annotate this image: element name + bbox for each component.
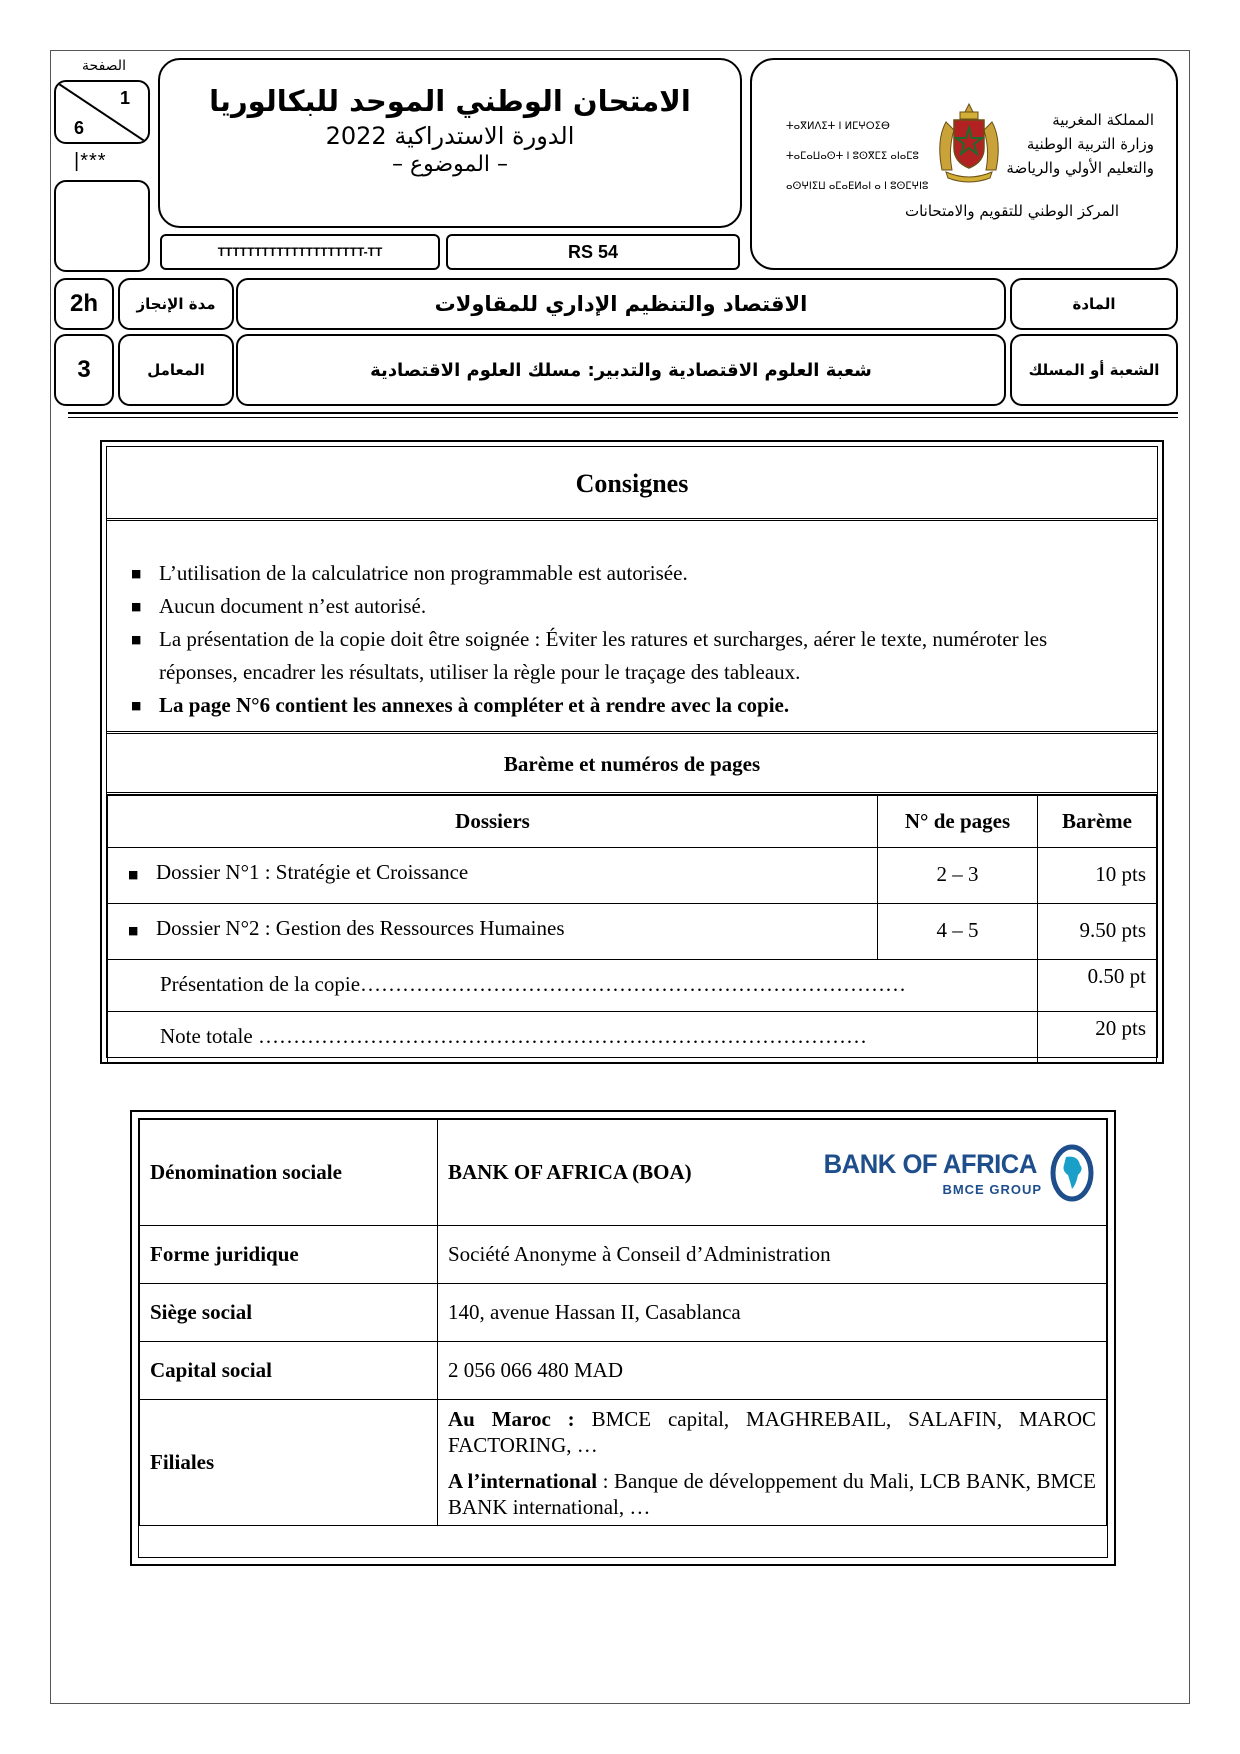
coef-label: المعامل	[147, 361, 205, 379]
evaluation-center: المركز الوطني للتقويم والامتحانات	[904, 202, 1120, 220]
column-header: Dossiers	[108, 796, 878, 848]
header-rule	[68, 417, 1178, 418]
table-row	[140, 1120, 1107, 1226]
coef-box	[54, 334, 114, 406]
diagonal-divider	[56, 82, 150, 144]
presentation-cell: Présentation de la copie……………………………………………………………………	[108, 960, 1038, 1012]
coef-value: 3	[77, 356, 91, 383]
logo-text	[818, 1149, 1042, 1197]
dossier-name: Dossier N°2 : Gestion des Ressources Humaines	[156, 916, 565, 940]
column-header: N° de pages	[878, 796, 1038, 848]
subject-box	[236, 278, 1006, 330]
bareme-title: Barème et numéros de pages	[107, 731, 1157, 795]
duration-label: مدة الإنجاز	[136, 295, 216, 313]
ministry-names	[974, 108, 1154, 180]
kingdom-name: المملكة المغربية	[1052, 111, 1154, 129]
consignes-frame	[100, 440, 1164, 1064]
branch-label: الشعبة أو المسلك	[1028, 361, 1160, 379]
page-total: 6	[74, 118, 85, 138]
company-inner	[138, 1118, 1108, 1558]
empty-box	[54, 180, 150, 272]
pages-cell: 4 – 5	[878, 904, 1038, 960]
company-frame	[130, 1110, 1116, 1566]
filiales-cell	[438, 1400, 1107, 1526]
capital-label: Capital social	[140, 1342, 438, 1400]
table-header-row	[108, 796, 1157, 848]
company-table	[139, 1119, 1107, 1526]
subject-word: – الموضوع –	[391, 152, 509, 177]
table-row	[108, 848, 1157, 904]
pages-cell: 2 – 3	[878, 848, 1038, 904]
dossier-cell	[108, 848, 878, 904]
filiales-label: Filiales	[140, 1400, 438, 1526]
table-row	[108, 904, 1157, 960]
intl-label: A l’international	[448, 1468, 598, 1493]
duration-box	[54, 278, 114, 330]
denomination-label: Dénomination sociale	[140, 1120, 438, 1226]
total-cell: Note totale ……………………………………………………………………………	[108, 1012, 1038, 1064]
presentation-points: 0.50 pt	[1038, 960, 1157, 1012]
africa-logo-icon	[1048, 1143, 1096, 1203]
intl-list: : Banque de développement du Mali, LCB BANK, BMCE BANK international, …	[448, 1468, 1096, 1519]
ref-code: RS 54	[446, 234, 740, 270]
subject-label: المادة	[1072, 295, 1116, 313]
coef-label-box	[118, 334, 234, 406]
consignes-title: Consignes	[107, 447, 1157, 521]
consignes-inner	[106, 446, 1158, 1058]
duration-label-box	[118, 278, 234, 330]
siege-value: 140, avenue Hassan II, Casablanca	[438, 1284, 1107, 1342]
list-item: ■ La page N°6 contient les annexes à compléter et à rendre avec la copie.	[129, 689, 1127, 722]
denomination-cell	[438, 1120, 1107, 1226]
denomination-wrap	[448, 1143, 1096, 1203]
tifinagh-line: ⵜⴰⴳⵍⴷⵉⵜ ⵏ ⵍⵎⵖⵔⵉⴱ	[786, 121, 890, 132]
siege-label: Siège social	[140, 1284, 438, 1342]
page-number-box	[54, 80, 150, 144]
list-item: ■ L’utilisation de la calculatrice non programmable est autorisée.	[129, 557, 1127, 590]
forme-label: Forme juridique	[140, 1226, 438, 1284]
table-row	[140, 1226, 1107, 1284]
exam-code: TTTTTTTTTTTTTTTTTTTT-TT	[160, 234, 440, 270]
table-row	[140, 1284, 1107, 1342]
filiales-intl	[448, 1468, 1096, 1520]
branch-box	[236, 334, 1006, 406]
exam-session: الدورة الاستدراكية 2022	[325, 122, 575, 150]
ministry-box	[750, 58, 1178, 270]
bareme-cell: 10 pts	[1038, 848, 1157, 904]
table-row	[140, 1342, 1107, 1400]
exam-title-box	[158, 58, 742, 228]
tifinagh-line: ⵜⴰⵎⴰⵡⴰⵙⵜ ⵏ ⵓⵙⴳⵎⵉ ⴰⵏⴰⵎⵓ	[786, 151, 919, 162]
logo-sub-text: BMCE GROUP	[942, 1181, 1042, 1197]
ministry-name-1: وزارة التربية الوطنية	[1026, 135, 1154, 153]
bareme-cell: 9.50 pts	[1038, 904, 1157, 960]
duration-value: 2h	[69, 290, 98, 317]
list-item: ■ Aucun document n’est autorisé.	[129, 590, 1127, 623]
page-label: الصفحة	[82, 58, 126, 74]
bullet-icon: ■	[128, 867, 139, 881]
ministry-name-2: والتعليم الأولي والرياضة	[1006, 159, 1154, 177]
list-item: ■ La présentation de la copie doit être soignée : Éviter les ratures et surcharges, aérer le texte, numéroter les réponses, encadrer les résultats, utiliser la règle pour le traçage des tableaux.	[129, 623, 1127, 689]
logo-main-text: BANK OF AFRICA	[823, 1148, 1037, 1179]
stars-mark: |***	[74, 150, 107, 172]
exam-title: الامتحان الوطني الموحد للبكالوريا	[209, 84, 691, 118]
subject-label-box	[1010, 278, 1178, 330]
branch-name: شعبة العلوم الاقتصادية والتدبير: مسلك العلوم الاقتصادية	[370, 359, 872, 381]
dossier-cell	[108, 904, 878, 960]
header-rule	[68, 412, 1178, 414]
consignes-list	[129, 557, 1127, 722]
filiales-maroc	[448, 1406, 1096, 1458]
tifinagh-text	[786, 112, 944, 202]
maroc-label: Au Maroc :	[448, 1406, 575, 1431]
bullet-icon: ■	[128, 923, 139, 937]
table-row	[108, 1012, 1157, 1064]
forme-value: Société Anonyme à Conseil d’Administration	[438, 1226, 1107, 1284]
table-row	[108, 960, 1157, 1012]
tifinagh-line: ⴰⵙⵖⵏⵉⵡ ⴰⵎⴰⴹⵍⴰⵏ ⴰ ⵏ ⵓⵙⵎⵖⵏⵓ	[786, 181, 929, 192]
capital-value: 2 056 066 480 MAD	[438, 1342, 1107, 1400]
table-row	[140, 1400, 1107, 1526]
branch-label-box	[1010, 334, 1178, 406]
subject-name: الاقتصاد والتنظيم الإداري للمقاولات	[434, 292, 808, 316]
column-header: Barème	[1038, 796, 1157, 848]
denomination-value: BANK OF AFRICA (BOA)	[448, 1160, 692, 1184]
page-number: 1	[119, 88, 130, 108]
dossier-name: Dossier N°1 : Stratégie et Croissance	[156, 860, 469, 884]
bank-logo	[818, 1143, 1096, 1203]
maroc-list: BMCE capital, MAGHREBAIL, SALAFIN, MAROC FACTORING, …	[448, 1406, 1097, 1457]
bareme-table	[107, 795, 1157, 1064]
total-points: 20 pts	[1038, 1012, 1157, 1064]
